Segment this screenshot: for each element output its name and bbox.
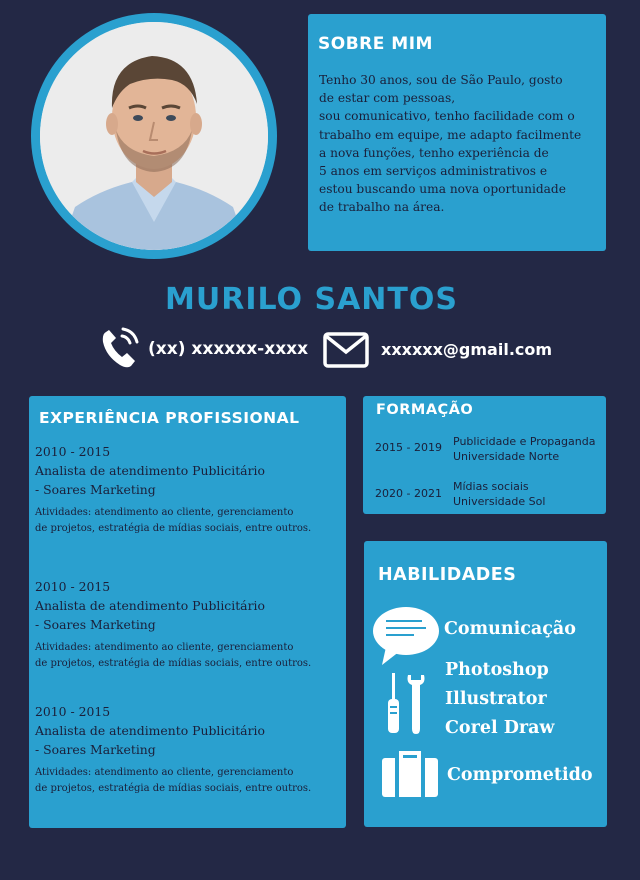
job-company: - Soares Marketing [35,617,156,632]
briefcase-icon [381,750,439,802]
job-activities: Atividades: atendimento ao cliente, gerenciamento de projetos, estratégia de mídias sociais, entre outros. [35,642,312,669]
experience-section [29,396,346,828]
job-activities: Atividades: atendimento ao cliente, gerenciamento de projetos, estratégia de mídias sociais, entre outros. [35,767,312,794]
job-role: Analista de atendimento Publicitário [35,463,265,478]
education-years: 2015 - 2019 [375,441,442,454]
phone-number[interactable]: (xx) xxxxxx-xxxx [148,339,309,359]
email-address[interactable]: xxxxxx@gmail.com [381,340,553,359]
job-role: Analista de atendimento Publicitário [35,723,265,738]
job-period: 2010 - 2015 [35,579,111,594]
speech-bubble-icon [372,605,440,671]
skill-software: Photoshop Illustrator Corel Draw [445,660,555,738]
job-entry [35,442,340,536]
tools-icon [386,671,428,741]
job-role: Analista de atendimento Publicitário [35,598,265,613]
about-text: Tenho 30 anos, sou de São Paulo, gosto de estar com pessoas, sou comunicativo, tenho facilidade com o trabalho em equipe, me adapto facilmente a nova funções, tenho experiência de 5 anos em serviços administrativos e estou buscando uma nova oportunidade de trabalho na área. [319,73,582,215]
education-years: 2020 - 2021 [375,487,442,500]
profile-photo [40,22,268,250]
education-course: Mídias sociais [453,480,529,493]
about-section [308,14,606,251]
job-activities: Atividades: atendimento ao cliente, gerenciamento de projetos, estratégia de mídias sociais, entre outros. [35,507,312,534]
experience-heading: EXPERIÊNCIA PROFISSIONAL [39,409,300,427]
education-heading: FORMAÇÃO [376,402,474,418]
education-course: Publicidade e Propaganda [453,435,596,448]
candidate-name: MURILO SANTOS [165,282,458,317]
skill-commitment: Comprometido [447,765,593,785]
job-company: - Soares Marketing [35,742,156,757]
job-period: 2010 - 2015 [35,704,111,719]
mail-icon [323,332,369,372]
skills-section [364,541,607,827]
job-period: 2010 - 2015 [35,444,111,459]
job-company: - Soares Marketing [35,482,156,497]
education-section [363,396,606,514]
skills-heading: HABILIDADES [378,565,517,585]
job-entry [35,702,340,796]
education-school: Universidade Sol [453,495,546,508]
job-entry [35,577,340,671]
about-heading: SOBRE MIM [318,34,433,54]
education-school: Universidade Norte [453,450,560,463]
phone-icon [100,326,140,374]
skill-communication: Comunicação [444,619,576,639]
profile-photo-frame [31,13,277,259]
